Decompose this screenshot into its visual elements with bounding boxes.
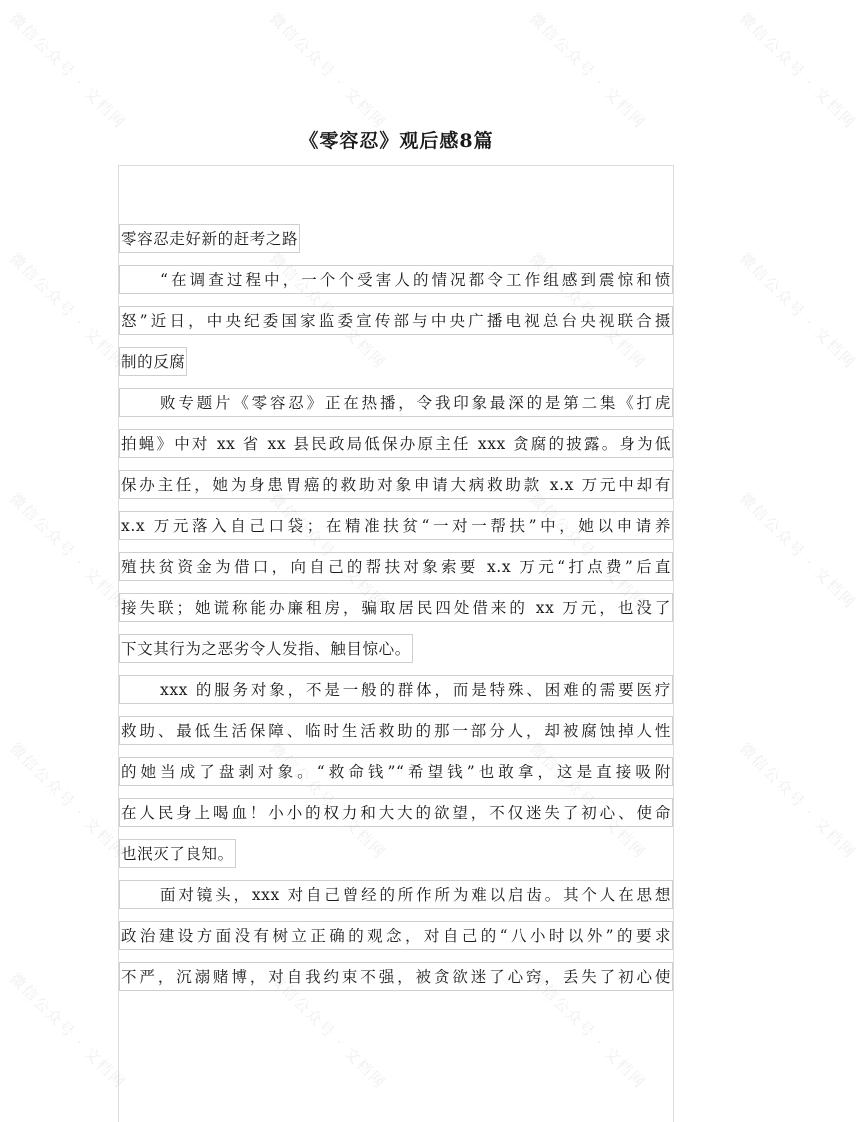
watermark-text: 微信公众号 · 文档网 (266, 9, 390, 133)
text-line-content: “在调查过程中，一个个受害人的情况都令工作组感到震惊和愤 (119, 265, 673, 294)
watermark-text: 微信公众号 · 文档网 (736, 9, 860, 133)
text-line (119, 716, 673, 747)
text-line (119, 224, 673, 255)
text-line (119, 511, 673, 542)
text-line-content: 不严，沉溺赌博，对自我约束不强，被贪欲迷了心窍，丢失了初心使 (119, 962, 673, 991)
text-line (119, 388, 673, 419)
text-line-content: 败专题片《零容忍》正在热播，令我印象最深的是第二集《打虎 (119, 388, 673, 417)
text-line (119, 839, 673, 870)
text-line (119, 429, 673, 460)
watermark-text: 微信公众号 · 文档网 (736, 489, 860, 613)
document-body (119, 224, 673, 1003)
watermark-text: 微信公众号 · 文档网 (6, 489, 130, 613)
watermark-text: 微信公众号 · 文档网 (266, 739, 390, 863)
text-line (119, 962, 673, 993)
text-line-content: 政治建设方面没有树立正确的观念，对自己的“八小时以外”的要求 (119, 921, 673, 950)
text-line-content: xxx 的服务对象，不是一般的群体，而是特殊、困难的需要医疗 (119, 675, 673, 704)
watermark-text: 微信公众号 · 文档网 (266, 489, 390, 613)
text-line-content: 下文其行为之恶劣令人发指、触目惊心。 (119, 634, 413, 663)
text-line-content: 接失联；她谎称能办廉租房，骗取居民四处借来的 xx 万元，也没了 (119, 593, 673, 622)
document-title: 《零容忍》观后感8篇 (299, 130, 494, 152)
watermark-text: 微信公众号 · 文档网 (526, 489, 650, 613)
text-line (119, 921, 673, 952)
text-line (119, 552, 673, 583)
text-line (119, 880, 673, 911)
text-line (119, 265, 673, 296)
watermark-text: 微信公众号 · 文档网 (6, 739, 130, 863)
watermark-text: 微信公众号 · 文档网 (526, 9, 650, 133)
watermark-text: 微信公众号 · 文档网 (526, 249, 650, 373)
text-line-content: 在人民身上喝血！小小的权力和大大的欲望，不仅迷失了初心、使命 (119, 798, 673, 827)
text-line (119, 675, 673, 706)
watermark-text: 微信公众号 · 文档网 (6, 9, 130, 133)
text-line (119, 593, 673, 624)
text-line-content: 制的反腐 (119, 347, 187, 376)
text-line-content: 面对镜头，xxx 对自己曾经的所作所为难以启齿。其个人在思想 (119, 880, 673, 909)
text-line-content: 拍蝇》中对 xx 省 xx 县民政局低保办原主任 xxx 贪腐的披露。身为低 (119, 429, 673, 458)
text-line (119, 347, 673, 378)
text-line (119, 757, 673, 788)
watermark-text: 微信公众号 · 文档网 (736, 739, 860, 863)
watermark-text: 微信公众号 · 文档网 (266, 969, 390, 1093)
watermark-text: 微信公众号 · 文档网 (736, 249, 860, 373)
watermark-text: 微信公众号 · 文档网 (266, 249, 390, 373)
text-line-content: 也泯灭了良知。 (119, 839, 236, 868)
text-line (119, 470, 673, 501)
text-line-content: x.x 万元落入自己口袋；在精准扶贫“一对一帮扶”中，她以申请养 (119, 511, 673, 540)
text-line (119, 306, 673, 337)
text-line (119, 634, 673, 665)
watermark-text: 微信公众号 · 文档网 (526, 739, 650, 863)
text-line-content: 救助、最低生活保障、临时生活救助的那一部分人，却被腐蚀掉人性 (119, 716, 673, 745)
text-line-content: 怒”近日，中央纪委国家监委宣传部与中央广播电视总台央视联合摄 (119, 306, 673, 335)
text-line-content: 零容忍走好新的赶考之路 (119, 224, 300, 253)
text-line-content: 保办主任，她为身患胃癌的救助对象申请大病救助款 x.x 万元中却有 (119, 470, 673, 499)
watermark-text: 微信公众号 · 文档网 (6, 969, 130, 1093)
watermark-text: 微信公众号 · 文档网 (6, 249, 130, 373)
watermark-text: 微信公众号 · 文档网 (526, 969, 650, 1093)
text-line (119, 798, 673, 829)
text-line-content: 的她当成了盘剥对象。“救命钱”“希望钱”也敢拿，这是直接吸附 (119, 757, 673, 786)
text-line-content: 殖扶贫资金为借口，向自己的帮扶对象索要 x.x 万元“打点费”后直 (119, 552, 673, 581)
